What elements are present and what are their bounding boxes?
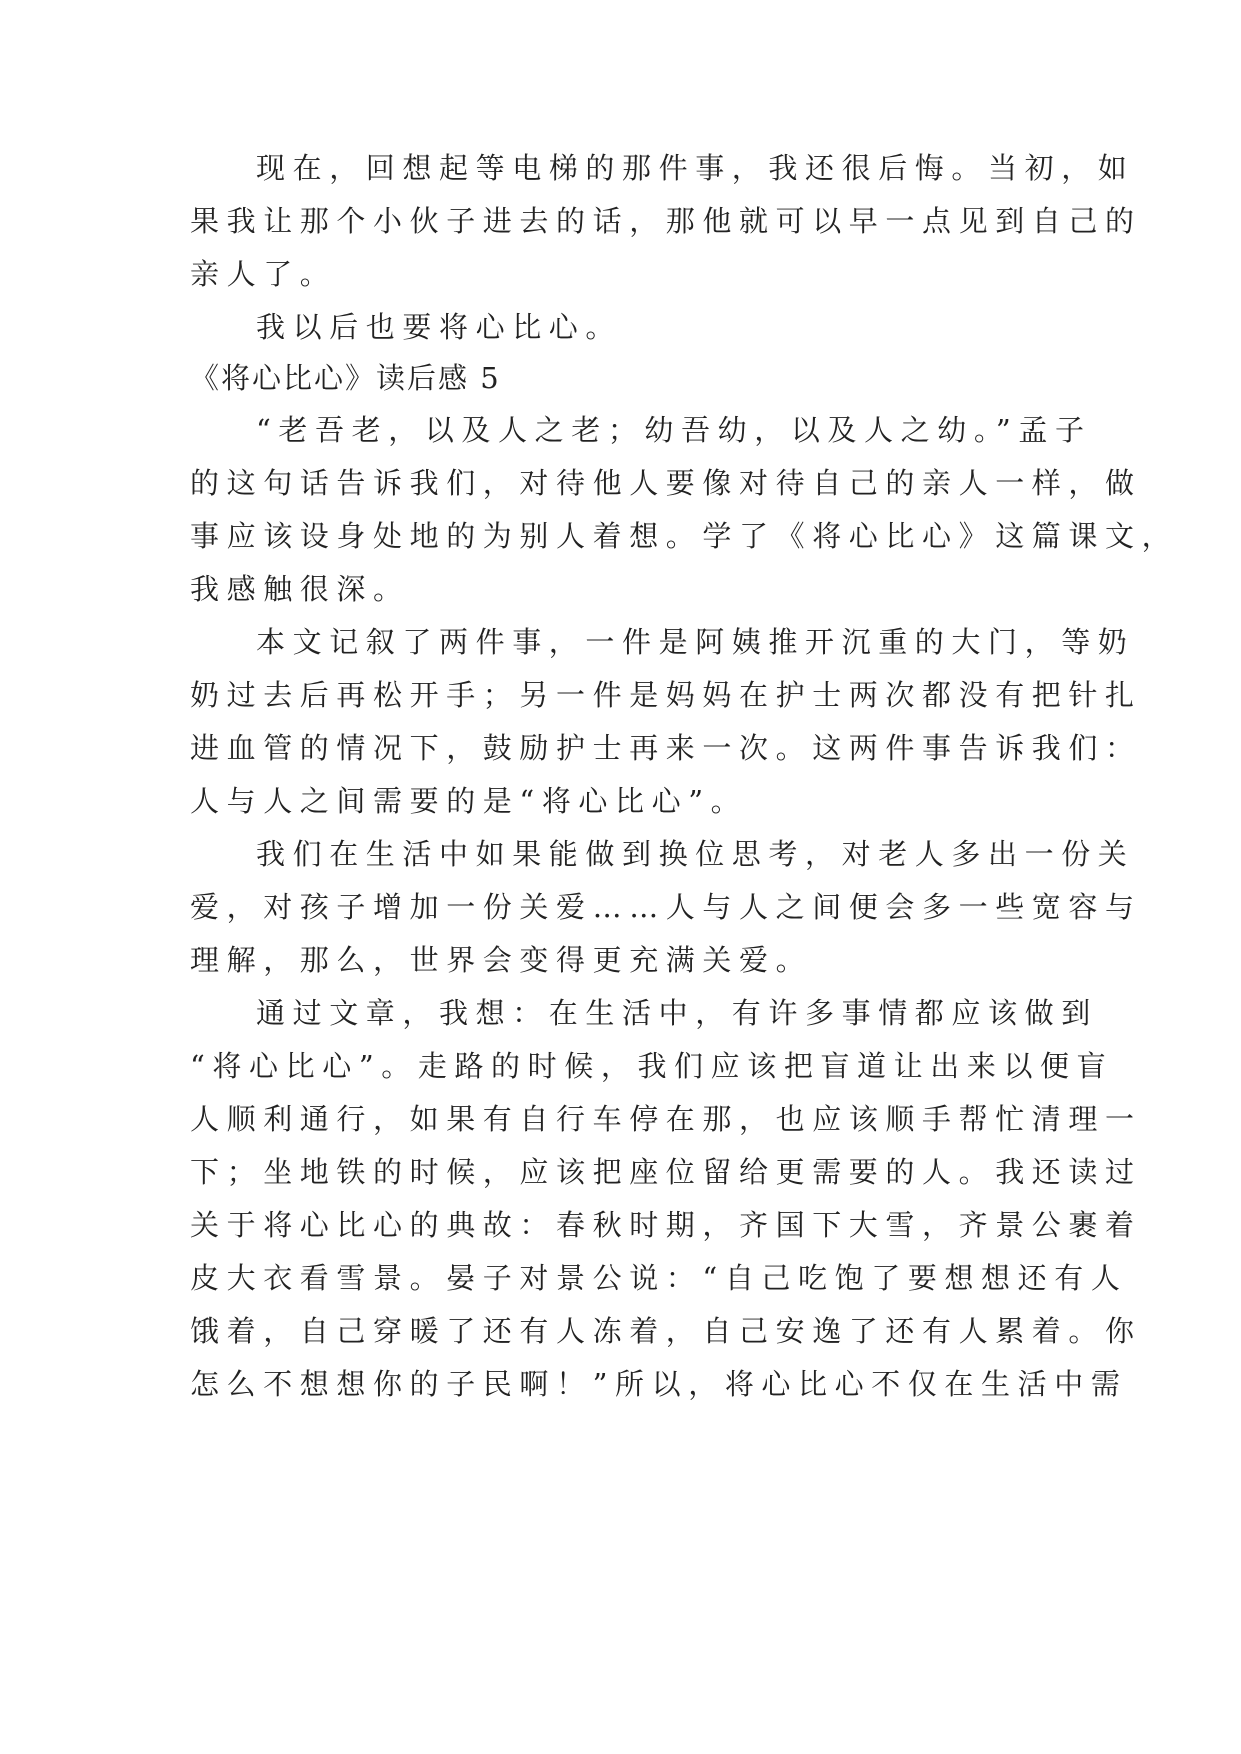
paragraph-line: 我们在生活中如果能做到换位思考，对老人多出一份关 [256,837,1135,871]
paragraph-line: 亲人了。 [190,257,337,291]
paragraph-line: 关于将心比心的典故：春秋时期，齐国下大雪，齐景公裹着 [190,1208,1142,1242]
paragraph-line: 人与人之间需要的是“将心比心”。 [190,784,748,818]
paragraph-line: 饿着，自己穿暖了还有人冻着，自己安逸了还有人累着。你 [190,1314,1142,1348]
paragraph-line: 下；坐地铁的时候，应该把座位留给更需要的人。我还读过 [190,1155,1142,1189]
paragraph-line: 事应该设身处地的为别人着想。学了《将心比心》这篇课文， [190,519,1179,553]
paragraph-line: 通过文章，我想：在生活中，有许多事情都应该做到 [256,996,1098,1030]
paragraph-line: 人顺利通行，如果有自行车停在那，也应该顺手帮忙清理一 [190,1102,1142,1136]
paragraph-line: 理解，那么，世界会变得更充满关爱。 [190,943,813,977]
paragraph-line: “将心比心”。走路的时候，我们应该把盲道让出来以便盲 [190,1049,1114,1083]
paragraph-line: 皮大衣看雪景。晏子对景公说：“自己吃饱了要想想还有人 [190,1261,1128,1295]
paragraph-line: 怎么不想想你的子民啊！”所以，将心比心不仅在生活中需 [190,1367,1128,1401]
paragraph-line: 进血管的情况下，鼓励护士再来一次。这两件事告诉我们： [190,731,1142,765]
paragraph-line: “老吾老，以及人之老；幼吾幼，以及人之幼。”孟子 [256,413,1092,447]
paragraph-line: 奶过去后再松开手；另一件是妈妈在护士两次都没有把针扎 [190,678,1142,712]
paragraph-line: 我以后也要将心比心。 [256,310,623,344]
paragraph-line: 我感触很深。 [190,572,410,606]
section-heading: 《将心比心》读后感 5 [190,361,501,395]
paragraph-line: 爱，对孩子增加一份关爱……人与人之间便会多一些宽容与 [190,890,1142,924]
paragraph-line: 果我让那个小伙子进去的话，那他就可以早一点见到自己的 [190,204,1142,238]
paragraph-line: 的这句话告诉我们，对待他人要像对待自己的亲人一样，做 [190,466,1142,500]
paragraph-line: 本文记叙了两件事，一件是阿姨推开沉重的大门，等奶 [256,625,1135,659]
paragraph-line: 现在，回想起等电梯的那件事，我还很后悔。当初，如 [256,151,1135,185]
